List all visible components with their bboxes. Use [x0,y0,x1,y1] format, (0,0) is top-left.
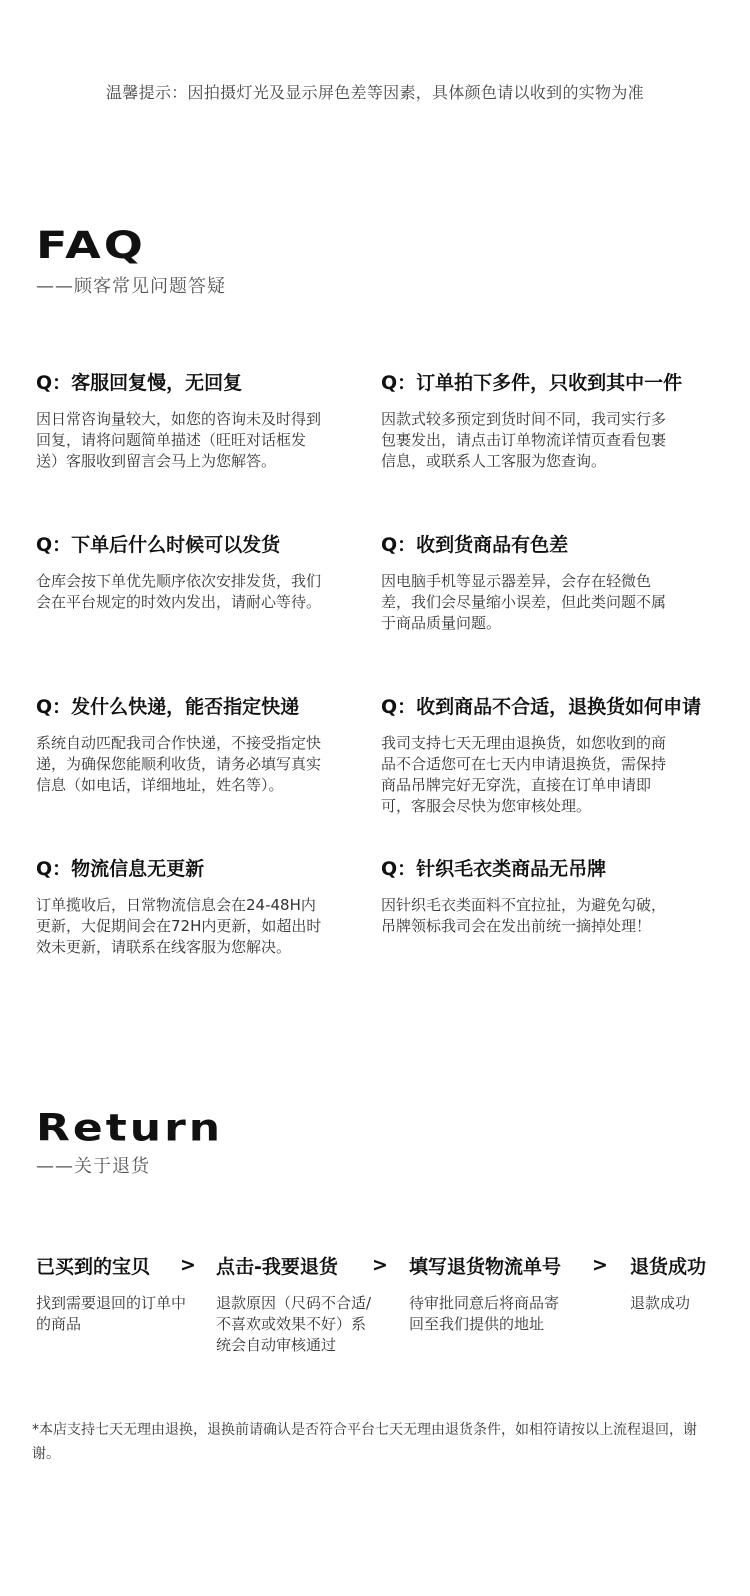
faq-item [381,530,726,692]
return-step-1 [36,1252,186,1335]
step-arrow-icon: > [592,1254,608,1276]
faq-question: Q：订单拍下多件，只收到其中一件 [381,372,683,394]
faq-answer: 因款式较多预定到货时间不同，我司实行多包裹发出，请点击订单物流详情页查看包裹信息，或联系人工客服为您查询。 [381,410,667,470]
faq-answer: 仓库会按下单优先顺序依次安排发货，我们会在平台规定的时效内发出，请耐心等待。 [36,572,322,611]
faq-item [36,692,381,854]
step-title: 点击-我要退货 [216,1256,338,1278]
faq-answer: 我司支持七天无理由退换货，如您收到的商品不合适您可在七天内申请退换货，需保持商品吊牌完好无穿洗，直接在订单申请即可，客服会尽快为您审核处理。 [381,734,667,815]
return-subtitle: ——关于退货 [36,1156,150,1177]
faq-answer: 订单揽收后，日常物流信息会在24-48H内更新，大促期间会在72H内更新，如超出时效未更新，请联系在线客服为您解决。 [36,896,322,956]
faq-row [36,368,726,530]
faq-item [36,530,381,692]
step-title: 已买到的宝贝 [36,1256,151,1278]
faq-answer: 系统自动匹配我司合作快递，不接受指定快递，为确保您能顺利收货，请务必填写真实信息（如电话，详细地址，姓名等）。 [36,734,322,794]
step-desc: 待审批同意后将商品寄回至我们提供的地址 [409,1294,560,1333]
return-header [36,1106,224,1178]
step-arrow-icon: > [180,1254,196,1276]
step-title: 退货成功 [630,1256,707,1278]
faq-answer: 因针织毛衣类面料不宜拉扯，为避免勾破，吊牌领标我司会在发出前统一摘掉处理！ [381,896,667,935]
faq-answer: 因电脑手机等显示器差异，会存在轻微色差，我们会尽量缩小误差，但此类问题不属于商品质量问题。 [381,572,667,632]
faq-header [36,222,226,298]
faq-item [36,854,381,1016]
return-step-3 [409,1252,569,1335]
faq-question: Q：收到商品不合适，退换货如何申请 [381,696,702,718]
step-desc: 退款成功 [630,1294,691,1312]
step-desc: 找到需要退回的订单中的商品 [36,1294,187,1333]
faq-question: Q：物流信息无更新 [36,858,205,880]
faq-grid [36,368,726,1016]
faq-item [381,692,726,854]
faq-question: Q：下单后什么时候可以发货 [36,534,281,556]
faq-row [36,530,726,692]
faq-subtitle: ——顾客常见问题答疑 [36,276,226,297]
return-steps [36,1252,726,1382]
return-title: Return [36,1106,224,1150]
faq-question: Q：收到货商品有色差 [381,534,569,556]
faq-question: Q：针织毛衣类商品无吊牌 [381,858,607,880]
step-arrow-icon: > [372,1254,388,1276]
faq-question: Q：发什么快递，能否指定快递 [36,696,300,718]
faq-title: FAQ [36,222,146,267]
faq-answer: 因日常咨询量较大，如您的咨询未及时得到回复，请将问题简单描述（旺旺对话框发送）客服收到留言会马上为您解答。 [36,410,322,470]
faq-item [36,368,381,530]
faq-item [381,854,726,1016]
step-title: 填写退货物流单号 [409,1256,562,1278]
faq-item [381,368,726,530]
return-step-2 [216,1252,376,1356]
step-desc: 退款原因（尺码不合适/不喜欢或效果不好）系统会自动审核通过 [216,1294,372,1354]
faq-row [36,854,726,1016]
faq-row [36,692,726,854]
color-notice: 温馨提示：因拍摄灯光及显示屏色差等因素，具体颜色请以收到的实物为准 [106,83,644,102]
faq-question: Q：客服回复慢，无回复 [36,372,243,394]
return-step-4 [630,1252,726,1314]
return-footnote: *本店支持七天无理由退换，退换前请确认是否符合平台七天无理由退货条件，如相符请按以上流程退回，谢谢。 [32,1422,697,1462]
